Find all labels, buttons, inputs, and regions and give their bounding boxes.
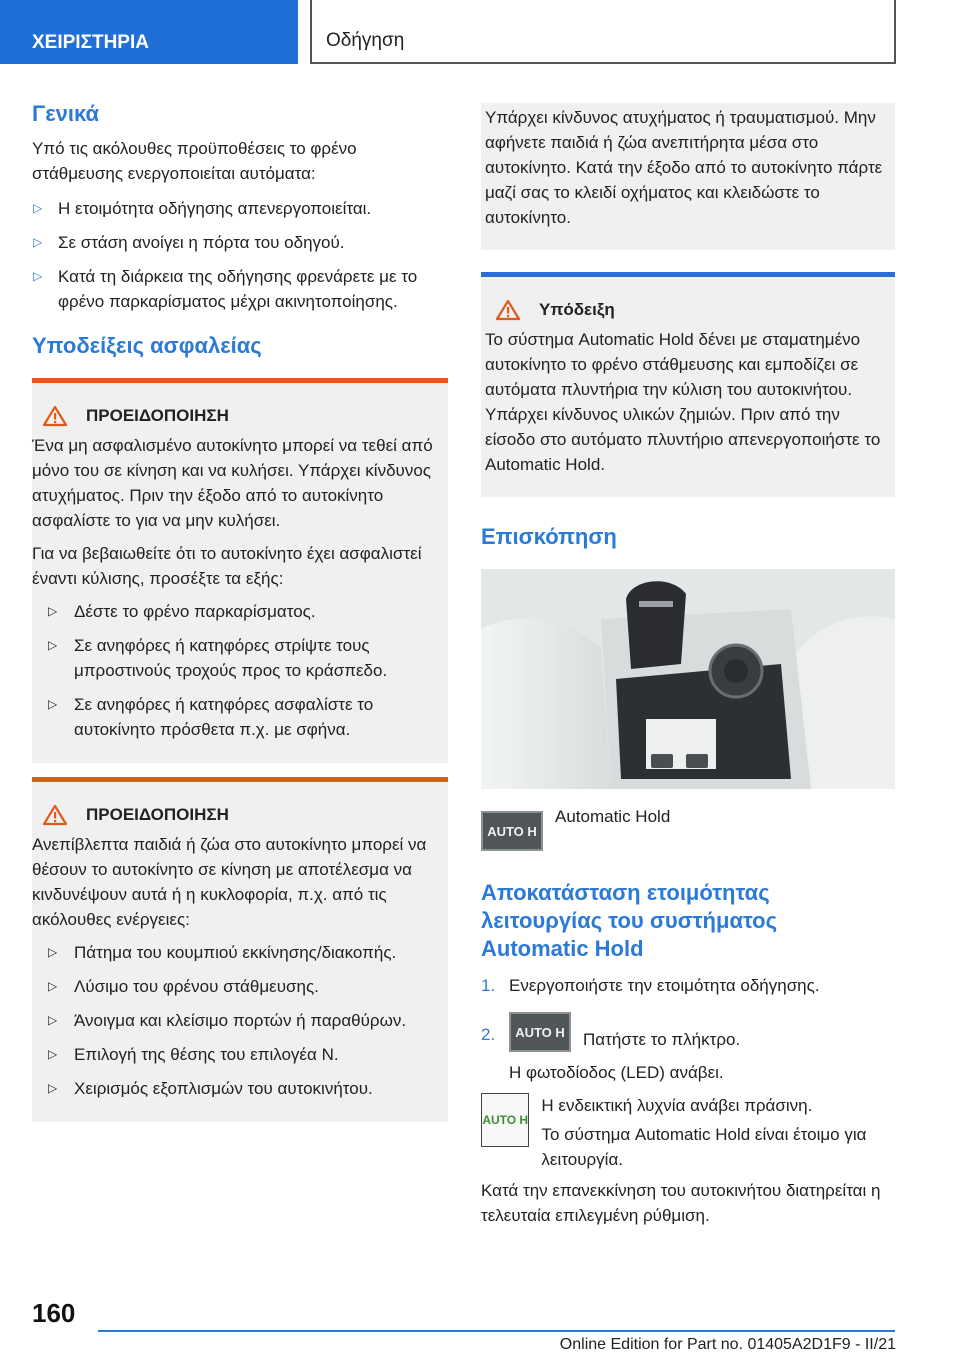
indicator-text: Το σύστημα Automatic Hold είναι έτοιμο για λειτουργία. xyxy=(541,1125,867,1169)
center-console-photo xyxy=(481,569,895,789)
list-item: ▷ Σε ανηφόρες ή κατηφόρες στρίψτε τους μπροστινούς τροχούς προς το κράσπεδο. xyxy=(32,633,448,683)
warning-text: Ένα μη ασφαλισμένο αυτοκίνητο μπορεί να τεθεί από μόνο του σε κίνηση και να κυλήσει. Υπάρχει κίνδυνος ατυχήματος. Πριν την έξοδο από το αυτοκίνητο ασφαλίστε το για να μην κυλήσει. xyxy=(32,436,433,530)
warning-box xyxy=(32,378,448,763)
list-item: ▷ Κατά τη διάρκεια της οδήγησης φρενάρετε με το φρένο παρκαρίσματος μέχρι ακινητοποίησης. xyxy=(32,264,448,314)
warning-text: Για να βεβαιωθείτε ότι το αυτοκίνητο έχει ασφαλιστεί έναντι κύλισης, προσέξτε τα εξής: xyxy=(32,544,422,588)
list-item: ▷ Πάτημα του κουμπιού εκκίνησης/διακοπής. xyxy=(32,940,448,965)
overview-heading: Επισκόπηση xyxy=(481,524,617,549)
step-item: 1. Ενεργοποιήστε την ετοιμότητα οδήγησης. xyxy=(481,976,820,995)
step-item: 2. AUTO H Πατήστε το πλήκτρο. Η φωτοδίοδος (LED) ανάβει. xyxy=(481,1012,895,1085)
triangle-bullet-icon: ▷ xyxy=(48,945,58,959)
list-item: ▷ Δέστε το φρένο παρκαρίσματος. xyxy=(32,599,448,624)
warning-continuation xyxy=(481,103,895,250)
left-column xyxy=(32,100,448,1122)
warning-text: Ανεπίβλεπτα παιδιά ή ζώα στο αυτοκίνητο μπορεί να θέσουν το αυτοκίνητο σε κίνηση με αποτέλεσμα να κινδυνέψουν αυτά ή η κυκλοφορία, π.χ. από τις ακόλουθες ενέργειες: xyxy=(32,835,427,929)
triangle-bullet-icon: ▷ xyxy=(33,235,43,249)
step-result: Η φωτοδίοδος (LED) ανάβει. xyxy=(509,1063,724,1082)
indicator-text: Η ενδεικτική λυχνία ανάβει πράσινη. xyxy=(541,1096,813,1115)
triangle-bullet-icon: ▷ xyxy=(48,979,58,993)
list-item: ▷ Λύσιμο του φρένου στάθμευσης. xyxy=(32,974,448,999)
warning-list xyxy=(32,599,448,742)
note-title: Υπόδειξη xyxy=(485,299,895,321)
warning-title: ΠΡΟΕΙΔΟΠΟΙΗΣΗ xyxy=(32,405,448,427)
list-item: ▷ Χειρισμός εξοπλισμών του αυτοκινήτου. xyxy=(32,1076,448,1101)
autoh-button-row xyxy=(481,807,895,851)
closing-text: Κατά την επανεκκίνηση του αυτοκινήτου διατηρείται η τελευταία επιλεγμένη ρύθμιση. xyxy=(481,1181,881,1225)
auto-h-indicator-icon: AUTO H xyxy=(481,1093,529,1147)
triangle-bullet-icon: ▷ xyxy=(48,638,58,652)
section-tab: ΧΕΙΡΙΣΤΗΡΙΑ xyxy=(0,0,298,64)
list-item: ▷ Σε στάση ανοίγει η πόρτα του οδηγού. xyxy=(32,230,448,255)
note-text: Το σύστημα Automatic Hold δένει με σταματημένο αυτοκίνητο το φρένο στάθμευσης και εμποδίζει σε αυτόματα πλυντήρια την κύλιση του αυτοκινήτου. Υπάρχει κίνδυνος υλικών ζημιών. Πριν από την είσοδο στο αυτόματο πλυντήριο απενεργοποιήστε το Automatic Hold. xyxy=(485,330,881,474)
console-illustration xyxy=(481,569,895,789)
footer-rule xyxy=(98,1330,895,1332)
triangle-bullet-icon: ▷ xyxy=(48,604,58,618)
triangle-bullet-icon: ▷ xyxy=(48,1013,58,1027)
steps-list xyxy=(481,973,895,1085)
triangle-bullet-icon: ▷ xyxy=(33,269,43,283)
triangle-bullet-icon: ▷ xyxy=(48,1081,58,1095)
restore-heading: Αποκατάσταση ετοιμότητας λειτουργίας του συστήματος Automatic Hold xyxy=(481,880,778,961)
list-item: ▷ Άνοιγμα και κλείσιμο πορτών ή παραθύρων. xyxy=(32,1008,448,1033)
triangle-bullet-icon: ▷ xyxy=(48,1047,58,1061)
right-column xyxy=(481,103,895,1228)
triangle-bullet-icon: ▷ xyxy=(48,697,58,711)
safety-heading: Υποδείξεις ασφαλείας xyxy=(32,333,262,358)
warning-box xyxy=(32,777,448,1122)
chapter-title: Οδήγηση xyxy=(310,0,896,64)
auto-h-button-icon: AUTO H xyxy=(509,1012,571,1052)
indicator-row xyxy=(481,1093,895,1172)
page-number: 160 xyxy=(32,1298,76,1328)
list-item: ▷ Η ετοιμότητα οδήγησης απενεργοποιείται. xyxy=(32,196,448,221)
warning-list xyxy=(32,940,448,1101)
warning-triangle-icon xyxy=(42,405,68,427)
warning-text: Υπάρχει κίνδυνος ατυχήματος ή τραυματισμού. Μην αφήνετε παιδιά ή ζώα ανεπιτήρητα μέσα στο αυτοκίνητο. Κατά την έξοδο από το αυτοκίνητο πάρτε μαζί σας το κλειδί οχήματος και κλειδώστε το αυτοκίνητο. xyxy=(485,108,883,227)
list-item: ▷ Σε ανηφόρες ή κατηφόρες ασφαλίστε το αυτοκίνητο πρόσθετα π.χ. με σφήνα. xyxy=(32,692,448,742)
auto-h-button-icon: AUTO H xyxy=(481,811,543,851)
triangle-bullet-icon: ▷ xyxy=(33,201,43,215)
warning-title: ΠΡΟΕΙΔΟΠΟΙΗΣΗ xyxy=(32,804,448,826)
general-heading: Γενικά xyxy=(32,101,100,126)
button-caption: Automatic Hold xyxy=(555,807,671,826)
general-intro: Υπό τις ακόλουθες προϋποθέσεις το φρένο στάθμευσης ενεργοποιείται αυτόματα: xyxy=(32,139,357,183)
warning-triangle-icon xyxy=(42,804,68,826)
general-list xyxy=(32,196,448,314)
warning-triangle-icon xyxy=(495,299,521,321)
edition-text: Online Edition for Part no. 01405A2D1F9 - II/21 xyxy=(559,1336,896,1353)
list-item: ▷ Επιλογή της θέσης του επιλογέα N. xyxy=(32,1042,448,1067)
note-box xyxy=(481,272,895,497)
